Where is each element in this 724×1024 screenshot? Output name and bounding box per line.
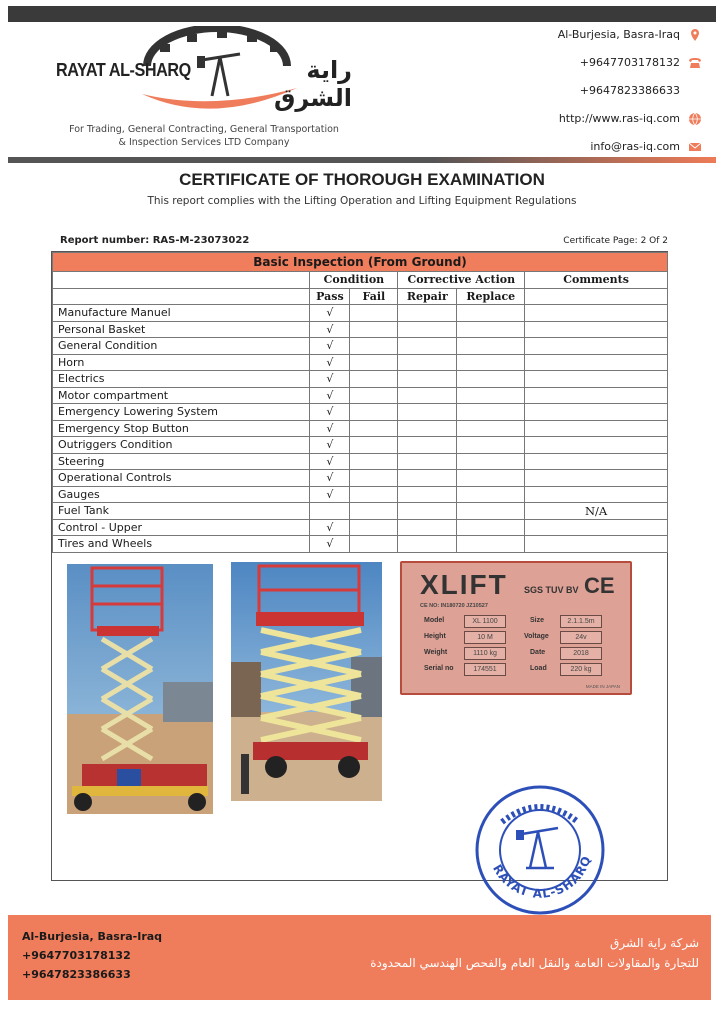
item-name: Emergency Stop Button	[53, 420, 310, 437]
fail-cell	[350, 404, 398, 421]
table-row	[53, 371, 668, 388]
repair-cell	[398, 536, 457, 553]
ce-mark: CE	[584, 573, 615, 598]
header-divider	[8, 157, 716, 163]
replace-cell	[457, 321, 525, 338]
load-label: Load	[530, 665, 547, 672]
equipment-nameplate	[400, 561, 632, 695]
fail-cell	[350, 503, 398, 520]
telephone-icon	[688, 56, 702, 70]
comment-cell	[525, 387, 668, 404]
model-label: Model	[424, 617, 445, 624]
footer-company-name-ar: شركة راية الشرق	[610, 936, 699, 950]
pass-mark: √	[310, 420, 350, 437]
top-bar	[8, 6, 716, 22]
comment-cell	[525, 404, 668, 421]
table-row	[53, 437, 668, 454]
logo-text-arabic: راية الشرق	[273, 56, 352, 112]
replace-cell	[457, 519, 525, 536]
fail-cell	[350, 371, 398, 388]
repair-cell	[398, 305, 457, 322]
pass-mark	[310, 503, 350, 520]
lift-photo-side	[231, 562, 382, 801]
globe-icon	[688, 112, 702, 126]
item-name: Control - Upper	[53, 519, 310, 536]
pass-mark: √	[310, 387, 350, 404]
spacer-icon	[688, 84, 702, 98]
comment-cell	[525, 453, 668, 470]
table-row	[53, 470, 668, 487]
fail-cell	[350, 519, 398, 536]
date-label: Date	[530, 649, 546, 656]
tagline-line-2: & Inspection Services LTD Company	[118, 137, 290, 148]
item-name: Operational Controls	[53, 470, 310, 487]
fail-cell	[350, 305, 398, 322]
item-name: Steering	[53, 453, 310, 470]
location-pin-icon	[688, 28, 702, 42]
page-footer	[8, 915, 711, 1000]
table-row	[53, 354, 668, 371]
repair-cell	[398, 404, 457, 421]
comments-subheader-cell	[525, 288, 668, 305]
footer-address: Al-Burjesia, Basra-Iraq	[22, 930, 163, 943]
table-title: Basic Inspection (From Ground)	[53, 253, 668, 272]
corrective-action-header: Corrective Action	[398, 272, 525, 289]
item-name: General Condition	[53, 338, 310, 355]
item-name: Tires and Wheels	[53, 536, 310, 553]
pass-mark: √	[310, 536, 350, 553]
table-row	[53, 486, 668, 503]
lift-photo-front	[67, 564, 213, 814]
repair-cell	[398, 321, 457, 338]
fail-cell	[350, 338, 398, 355]
contact-address: Al-Burjesia, Basra-Iraq	[557, 28, 680, 41]
item-name: Motor compartment	[53, 387, 310, 404]
inspection-table	[52, 252, 668, 553]
company-tagline	[54, 123, 354, 149]
lift-photo-front-image	[67, 564, 213, 814]
replace-header: Replace	[457, 288, 525, 305]
comment-cell	[525, 420, 668, 437]
header-blank-cell	[53, 272, 310, 289]
contact-email[interactable]: info@ras-iq.com	[590, 140, 680, 153]
repair-header: Repair	[398, 288, 457, 305]
contact-address-row	[558, 28, 702, 56]
certificate-title: CERTIFICATE OF THOROUGH EXAMINATION	[179, 170, 545, 189]
company-logo	[52, 26, 352, 126]
item-name: Horn	[53, 354, 310, 371]
footer-services-ar: للتجارة والمقاولات العامة والنقل العام والفحص الهندسي المحدودة	[370, 956, 699, 970]
voltage-value: 24v	[560, 631, 602, 644]
fail-cell	[350, 387, 398, 404]
table-row	[53, 536, 668, 553]
fail-cell	[350, 354, 398, 371]
height-label: Height	[424, 633, 446, 640]
pass-header: Pass	[310, 288, 350, 305]
replace-cell	[457, 305, 525, 322]
replace-cell	[457, 354, 525, 371]
pass-mark: √	[310, 519, 350, 536]
fail-cell	[350, 470, 398, 487]
replace-cell	[457, 420, 525, 437]
repair-cell	[398, 437, 457, 454]
replace-cell	[457, 371, 525, 388]
footer-phone-1[interactable]: +9647703178132	[22, 949, 131, 962]
subheader-blank-cell	[53, 288, 310, 305]
fail-cell	[350, 420, 398, 437]
nameplate-ce-number: CE NO: IN180720 JZ10527	[420, 603, 488, 609]
nameplate-origin: MADE IN JAPAN	[585, 684, 620, 689]
pass-mark: √	[310, 470, 350, 487]
pass-mark: √	[310, 354, 350, 371]
comment-cell: N/A	[525, 503, 668, 520]
table-row	[53, 321, 668, 338]
envelope-icon	[688, 140, 702, 154]
repair-cell	[398, 371, 457, 388]
table-row	[53, 503, 668, 520]
footer-contact	[22, 927, 162, 984]
logo-text-english: RAYAT AL-SHARQ	[56, 60, 191, 80]
table-row	[53, 453, 668, 470]
repair-cell	[398, 387, 457, 404]
repair-cell	[398, 486, 457, 503]
replace-cell	[457, 387, 525, 404]
certificate-page: Certificate Page: 2 Of 2	[563, 236, 668, 246]
condition-header: Condition	[310, 272, 398, 289]
comment-cell	[525, 486, 668, 503]
table-row	[53, 305, 668, 322]
item-name: Emergency Lowering System	[53, 404, 310, 421]
table-row	[53, 420, 668, 437]
comment-cell	[525, 536, 668, 553]
footer-phone-2[interactable]: +9647823386633	[22, 968, 131, 981]
item-name: Personal Basket	[53, 321, 310, 338]
height-value: 10 M	[464, 631, 506, 644]
contact-phone-row-2	[558, 84, 702, 112]
lift-photo-side-image	[231, 562, 382, 801]
header-contact	[558, 28, 702, 168]
table-row	[53, 387, 668, 404]
comment-cell	[525, 371, 668, 388]
repair-cell	[398, 354, 457, 371]
fail-cell	[350, 453, 398, 470]
serial-value: 174551	[464, 663, 506, 676]
item-name: Manufacture Manuel	[53, 305, 310, 322]
replace-cell	[457, 338, 525, 355]
pass-mark: √	[310, 321, 350, 338]
fail-cell	[350, 486, 398, 503]
table-row	[53, 404, 668, 421]
comment-cell	[525, 354, 668, 371]
item-name: Fuel Tank	[53, 503, 310, 520]
pass-mark: √	[310, 338, 350, 355]
repair-cell	[398, 519, 457, 536]
pass-mark: √	[310, 404, 350, 421]
replace-cell	[457, 536, 525, 553]
fail-cell	[350, 321, 398, 338]
pass-mark: √	[310, 305, 350, 322]
date-value: 2018	[560, 647, 602, 660]
contact-website-row	[558, 112, 702, 140]
size-value: 2.1.1.5m	[560, 615, 602, 628]
replace-cell	[457, 470, 525, 487]
report-number: Report number: RAS-M-23073022	[60, 235, 250, 246]
voltage-label: Voltage	[524, 633, 549, 640]
contact-email-row	[558, 140, 702, 168]
size-label: Size	[530, 617, 545, 624]
replace-cell	[457, 486, 525, 503]
pass-mark: √	[310, 486, 350, 503]
nameplate-certifiers: SGS TUV BV	[524, 585, 579, 595]
repair-cell	[398, 503, 457, 520]
repair-cell	[398, 420, 457, 437]
weight-label: Weight	[424, 649, 448, 656]
fail-header: Fail	[350, 288, 398, 305]
comment-cell	[525, 338, 668, 355]
footer-company-arabic	[370, 933, 699, 973]
contact-website[interactable]: http://www.ras-iq.com	[558, 112, 680, 125]
company-stamp	[472, 782, 608, 918]
svg-text:RAYAT AL-SHARQ CO.: RAYAT AL-SHARQ	[489, 853, 594, 901]
comment-cell	[525, 437, 668, 454]
tagline-line-1: For Trading, General Contracting, General Transportation	[69, 124, 339, 135]
comment-cell	[525, 305, 668, 322]
serial-label: Serial no	[424, 665, 454, 672]
item-name: Electrics	[53, 371, 310, 388]
replace-cell	[457, 437, 525, 454]
model-value: XL 1100	[464, 615, 506, 628]
replace-cell	[457, 503, 525, 520]
contact-phone-2[interactable]: +9647823386633	[579, 84, 680, 97]
contact-phone-row	[558, 56, 702, 84]
table-row	[53, 519, 668, 536]
table-row	[53, 338, 668, 355]
replace-cell	[457, 404, 525, 421]
comment-cell	[525, 519, 668, 536]
pass-mark: √	[310, 371, 350, 388]
repair-cell	[398, 453, 457, 470]
stamp-seal-icon	[472, 782, 608, 918]
weight-value: 1110 kg	[464, 647, 506, 660]
repair-cell	[398, 470, 457, 487]
pass-mark: √	[310, 453, 350, 470]
repair-cell	[398, 338, 457, 355]
replace-cell	[457, 453, 525, 470]
comment-cell	[525, 470, 668, 487]
item-name: Gauges	[53, 486, 310, 503]
comments-header: Comments	[525, 272, 668, 289]
certificate-subtitle: This report complies with the Lifting Operation and Lifting Equipment Regulations	[147, 195, 577, 207]
pass-mark: √	[310, 437, 350, 454]
load-value: 220 kg	[560, 663, 602, 676]
fail-cell	[350, 536, 398, 553]
nameplate-brand: XLIFT	[420, 569, 508, 600]
item-name: Outriggers Condition	[53, 437, 310, 454]
comment-cell	[525, 321, 668, 338]
contact-phone-1[interactable]: +9647703178132	[579, 56, 680, 69]
fail-cell	[350, 437, 398, 454]
